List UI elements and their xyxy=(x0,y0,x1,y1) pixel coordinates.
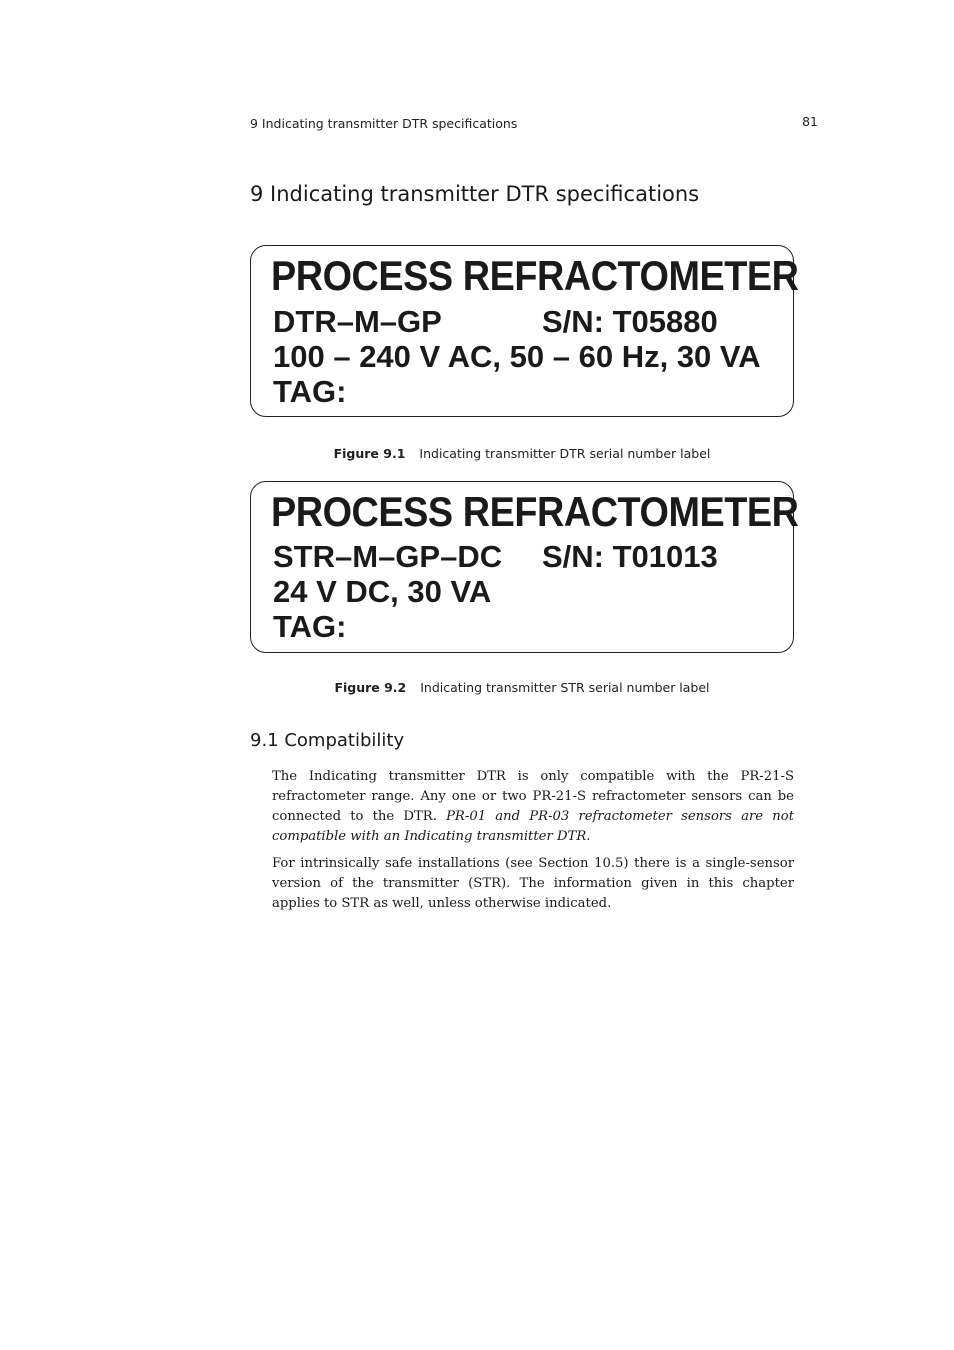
label-title: PROCESS REFRACTOMETER xyxy=(271,488,799,535)
paragraph-italic-note: PR-01 and PR-03 refractometer sensors are not compatible with an Indicating transmitter DTR. xyxy=(272,809,794,844)
figure-number: Figure 9.1 xyxy=(333,446,406,461)
figure-number: Figure 9.2 xyxy=(334,680,407,695)
label-tag: TAG: xyxy=(273,374,347,409)
str-serial-label xyxy=(250,481,799,653)
label-serial-number: S/N: T01013 xyxy=(542,539,718,574)
label-model: STR–M–GP–DC xyxy=(273,539,503,574)
figure-caption xyxy=(250,446,794,461)
chapter-title: 9 Indicating transmitter DTR specifications xyxy=(250,182,700,206)
label-title: PROCESS REFRACTOMETER xyxy=(271,252,799,299)
section-title: 9.1 Compatibility xyxy=(250,730,405,751)
compatibility-paragraph xyxy=(272,767,794,847)
intrinsic-safety-paragraph: For intrinsically safe installations (see Section 10.5) there is a single-sensor version of the transmitter (STR). The information given in this chapter applies to STR as well, unless otherwise indicated. xyxy=(272,856,794,911)
paragraph-text: The Indicating transmitter DTR is only compatible with the PR-21-S refractometer range. Any one or two PR-21-S refractometer sensors can be connected to the DTR. xyxy=(272,769,794,824)
running-header xyxy=(250,116,818,131)
figure-caption-text: Indicating transmitter DTR serial number label xyxy=(419,446,711,461)
label-tag: TAG: xyxy=(273,609,347,644)
figure-caption xyxy=(250,680,794,695)
figure-caption-text: Indicating transmitter STR serial number label xyxy=(420,680,710,695)
label-model: DTR–M–GP xyxy=(273,304,442,339)
running-title: 9 Indicating transmitter DTR specifications xyxy=(250,116,518,131)
dtr-serial-label xyxy=(250,245,799,417)
page-number: 81 xyxy=(802,114,818,129)
label-power-rating: 24 V DC, 30 VA xyxy=(273,574,492,609)
label-power-rating: 100 – 240 V AC, 50 – 60 Hz, 30 VA xyxy=(273,339,761,374)
label-serial-number: S/N: T05880 xyxy=(542,304,718,339)
